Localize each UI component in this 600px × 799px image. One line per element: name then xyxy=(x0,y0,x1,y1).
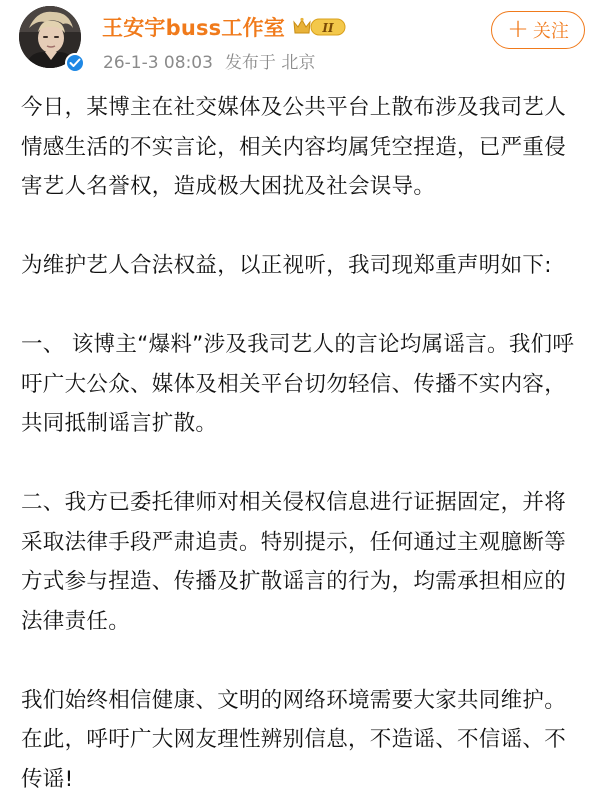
rank-badge-text: II xyxy=(321,21,334,35)
crown-rank-icon xyxy=(291,16,347,38)
post-paragraph-2: 为维护艺人合法权益，以正视听，我司现郑重声明如下: xyxy=(21,246,583,286)
author-name-row xyxy=(102,11,347,43)
verified-badge xyxy=(65,53,85,73)
author-avatar-wrap[interactable] xyxy=(19,6,87,74)
follow-button-label: 关注 xyxy=(533,17,569,43)
post-meta xyxy=(103,48,315,73)
post-header xyxy=(0,0,600,80)
author-name[interactable]: 王安宇buss工作室 xyxy=(102,12,285,42)
rank-badge[interactable] xyxy=(291,16,347,38)
plus-icon: + xyxy=(507,16,529,42)
follow-button[interactable] xyxy=(491,11,585,49)
post-paragraph-5: 我们始终相信健康、文明的网络环境需要大家共同维护。在此，呼吁广大网友理性辨别信息，不造谣、不信谣、不传谣! xyxy=(21,681,583,799)
checkmark-icon xyxy=(69,58,81,68)
post-paragraph-1: 今日，某博主在社交媒体及公共平台上散布涉及我司艺人情感生活的不实言论，相关内容均属凭空捏造，已严重侵害艺人名誉权，造成极大困扰及社会误导。 xyxy=(21,88,583,207)
post-paragraph-4: 二、我方已委托律师对相关侵权信息进行证据固定，并将采取法律手段严肃追责。特别提示，任何通过主观臆断等方式参与捏造、传播及扩散谣言的行为，均需承担相应的法律责任。 xyxy=(21,483,583,641)
post-time: 26-1-3 08:03 xyxy=(103,53,213,73)
post-content xyxy=(21,88,583,799)
post-location: 发布于 北京 xyxy=(225,48,315,73)
post-paragraph-3: 一、 该博主“爆料”涉及我司艺人的言论均属谣言。我们呼吁广大公众、媒体及相关平台切勿轻信、传播不实内容，共同抵制谣言扩散。 xyxy=(21,325,583,444)
